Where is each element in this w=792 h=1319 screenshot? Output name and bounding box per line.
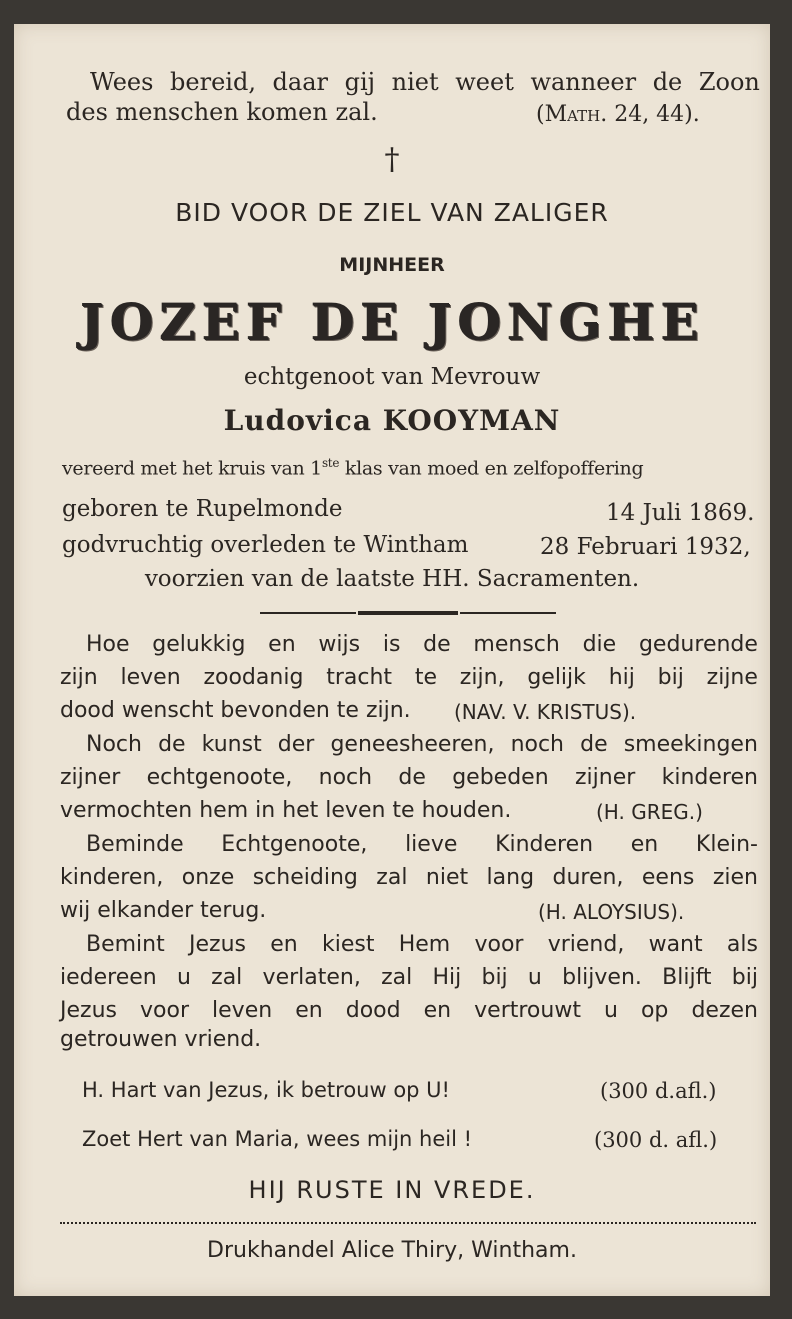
divider-right xyxy=(460,612,556,614)
word: iedereen xyxy=(60,965,157,990)
cross-icon: † xyxy=(384,142,400,177)
divider-left xyxy=(260,612,356,614)
p2-line-1 xyxy=(86,732,758,757)
p3-line-3: wij elkander terug. xyxy=(60,898,267,923)
word: als xyxy=(726,932,758,957)
word: wanneer xyxy=(530,68,637,96)
word: scheiding xyxy=(252,865,358,890)
word: gebeden xyxy=(452,765,549,790)
p4-line-3 xyxy=(60,998,758,1023)
word: noch xyxy=(318,765,373,790)
word: verlaten, xyxy=(262,965,361,990)
word: Jezus xyxy=(189,932,246,957)
word: bereid, xyxy=(170,68,256,96)
p4-line-1 xyxy=(86,932,758,957)
word: eens xyxy=(641,865,695,890)
word: de xyxy=(423,632,451,657)
word: Beminde xyxy=(86,832,184,857)
word: kinderen, xyxy=(60,865,164,890)
honour-before: vereerd met het kruis van 1 xyxy=(62,457,322,480)
word: tracht xyxy=(326,665,393,690)
word: zijner xyxy=(60,765,121,790)
word: zoodanig xyxy=(203,665,304,690)
word: onze xyxy=(181,865,235,890)
word: duren, xyxy=(552,865,624,890)
word: Noch xyxy=(86,732,142,757)
word: leven xyxy=(120,665,181,690)
word: lang xyxy=(486,865,535,890)
p4-line-4: getrouwen vriend. xyxy=(60,1027,262,1052)
death-date: 28 Februari 1932, xyxy=(540,534,751,560)
word: zal xyxy=(211,965,243,990)
word: de xyxy=(158,732,186,757)
word: Hoe xyxy=(86,632,130,657)
word: kiest xyxy=(321,932,375,957)
word: u xyxy=(176,965,191,990)
word: voor xyxy=(474,932,524,957)
p3-line-1 xyxy=(86,832,758,857)
birth-place: geboren te Rupelmonde xyxy=(62,496,343,522)
word: wijs xyxy=(318,632,361,657)
word: geneesheeren, xyxy=(330,732,495,757)
honour-after: klas van moed en zelfopoffering xyxy=(339,457,644,480)
word: op xyxy=(640,998,669,1023)
word: is xyxy=(382,632,401,657)
spouse-name: Ludovica KOOYMAN xyxy=(223,404,561,437)
word: bij xyxy=(481,965,508,990)
word: bij xyxy=(731,965,758,990)
p3-line-2 xyxy=(60,865,758,890)
word: Blijft xyxy=(662,965,712,990)
memorial-card xyxy=(14,24,770,1296)
word: die xyxy=(582,632,617,657)
word: want xyxy=(648,932,703,957)
closing-line: HIJ RUSTE IN VREDE. xyxy=(248,1176,536,1204)
word: Hem xyxy=(398,932,451,957)
prayer-2: Zoet Hert van Maria, wees mijn heil ! xyxy=(82,1127,473,1151)
word: en xyxy=(423,998,452,1023)
p1-line-3: dood wenscht bevonden te zijn. xyxy=(60,698,411,723)
title: MIJNHEER xyxy=(339,254,445,276)
word: zijn xyxy=(60,665,98,690)
quote-line-2: des menschen komen zal. xyxy=(66,98,378,126)
p1-line-1 xyxy=(86,632,758,657)
quote-line-1 xyxy=(90,68,760,96)
word: mensch xyxy=(473,632,560,657)
word: vertrouwt xyxy=(474,998,581,1023)
death-place: godvruchtig overleden te Wintham xyxy=(62,532,469,558)
word: u xyxy=(603,998,618,1023)
word: Zoon xyxy=(698,68,760,96)
word: Wees xyxy=(90,68,154,96)
printer-line: Drukhandel Alice Thiry, Wintham. xyxy=(207,1238,577,1263)
word: Kinderen xyxy=(495,832,594,857)
word: te xyxy=(414,665,437,690)
word: weet xyxy=(455,68,514,96)
word: vriend, xyxy=(547,932,625,957)
word: en xyxy=(268,632,296,657)
p2-line-2 xyxy=(60,765,758,790)
word: noch xyxy=(510,732,565,757)
p2-ref: (H. GREG.) xyxy=(596,800,703,824)
word: voor xyxy=(140,998,189,1023)
divider-center xyxy=(358,611,458,615)
word: bij xyxy=(657,665,684,690)
word: smeekingen xyxy=(623,732,758,757)
word: daar xyxy=(272,68,328,96)
word: echtgenoote, xyxy=(146,765,293,790)
word: zal xyxy=(376,865,408,890)
p1-ref: (NAV. V. KRISTUS). xyxy=(454,700,637,724)
word: Klein- xyxy=(695,832,758,857)
p3-ref: (H. ALOYSIUS). xyxy=(538,900,685,924)
word: leven xyxy=(212,998,273,1023)
word: dood xyxy=(345,998,401,1023)
word: gij xyxy=(344,68,376,96)
word: Jezus xyxy=(60,998,117,1023)
word: niet xyxy=(425,865,469,890)
word: blijven. xyxy=(562,965,642,990)
quote-reference: (Math. 24, 44). xyxy=(536,102,700,127)
word: de xyxy=(580,732,608,757)
word: dezen xyxy=(691,998,758,1023)
p4-line-2 xyxy=(60,965,758,990)
word: u xyxy=(527,965,542,990)
heading: BID VOOR DE ZIEL VAN ZALIGER xyxy=(175,198,609,227)
p1-line-2 xyxy=(60,665,758,690)
deceased-name: JOZEF DE JONGHE xyxy=(79,292,705,351)
prayer-1: H. Hart van Jezus, ik betrouw op U! xyxy=(82,1078,450,1102)
word: zijner xyxy=(574,765,636,790)
word: en xyxy=(630,832,659,857)
word: der xyxy=(277,732,315,757)
word: lieve xyxy=(405,832,458,857)
spouse-intro: echtgenoot van Mevrouw xyxy=(243,364,541,390)
word: Echtgenoote, xyxy=(221,832,368,857)
prayer-1-indulgence: (300 d.afl.) xyxy=(600,1079,717,1103)
word: gelukkig xyxy=(152,632,246,657)
bottom-divider xyxy=(60,1222,756,1224)
word: hij xyxy=(608,665,635,690)
word: en xyxy=(295,998,323,1023)
word: zijne xyxy=(706,665,758,690)
word: Hij xyxy=(432,965,462,990)
honour-sup: ste xyxy=(321,456,340,470)
word: kinderen xyxy=(661,765,758,790)
word: de xyxy=(398,765,426,790)
word: zien xyxy=(712,865,758,890)
prayer-2-indulgence: (300 d. afl.) xyxy=(594,1128,718,1152)
sacraments-line: voorzien van de laatste HH. Sacramenten. xyxy=(144,566,640,592)
birth-date: 14 Juli 1869. xyxy=(606,500,755,526)
p2-line-3: vermochten hem in het leven te houden. xyxy=(60,798,512,823)
honour-line xyxy=(62,456,643,479)
word: zijn, xyxy=(459,665,505,690)
word: niet xyxy=(391,68,439,96)
word: zal xyxy=(381,965,413,990)
word: kunst xyxy=(201,732,262,757)
word: gelijk xyxy=(527,665,586,690)
word: gedurende xyxy=(638,632,758,657)
word: en xyxy=(270,932,298,957)
word: de xyxy=(652,68,683,96)
word: Bemint xyxy=(86,932,165,957)
